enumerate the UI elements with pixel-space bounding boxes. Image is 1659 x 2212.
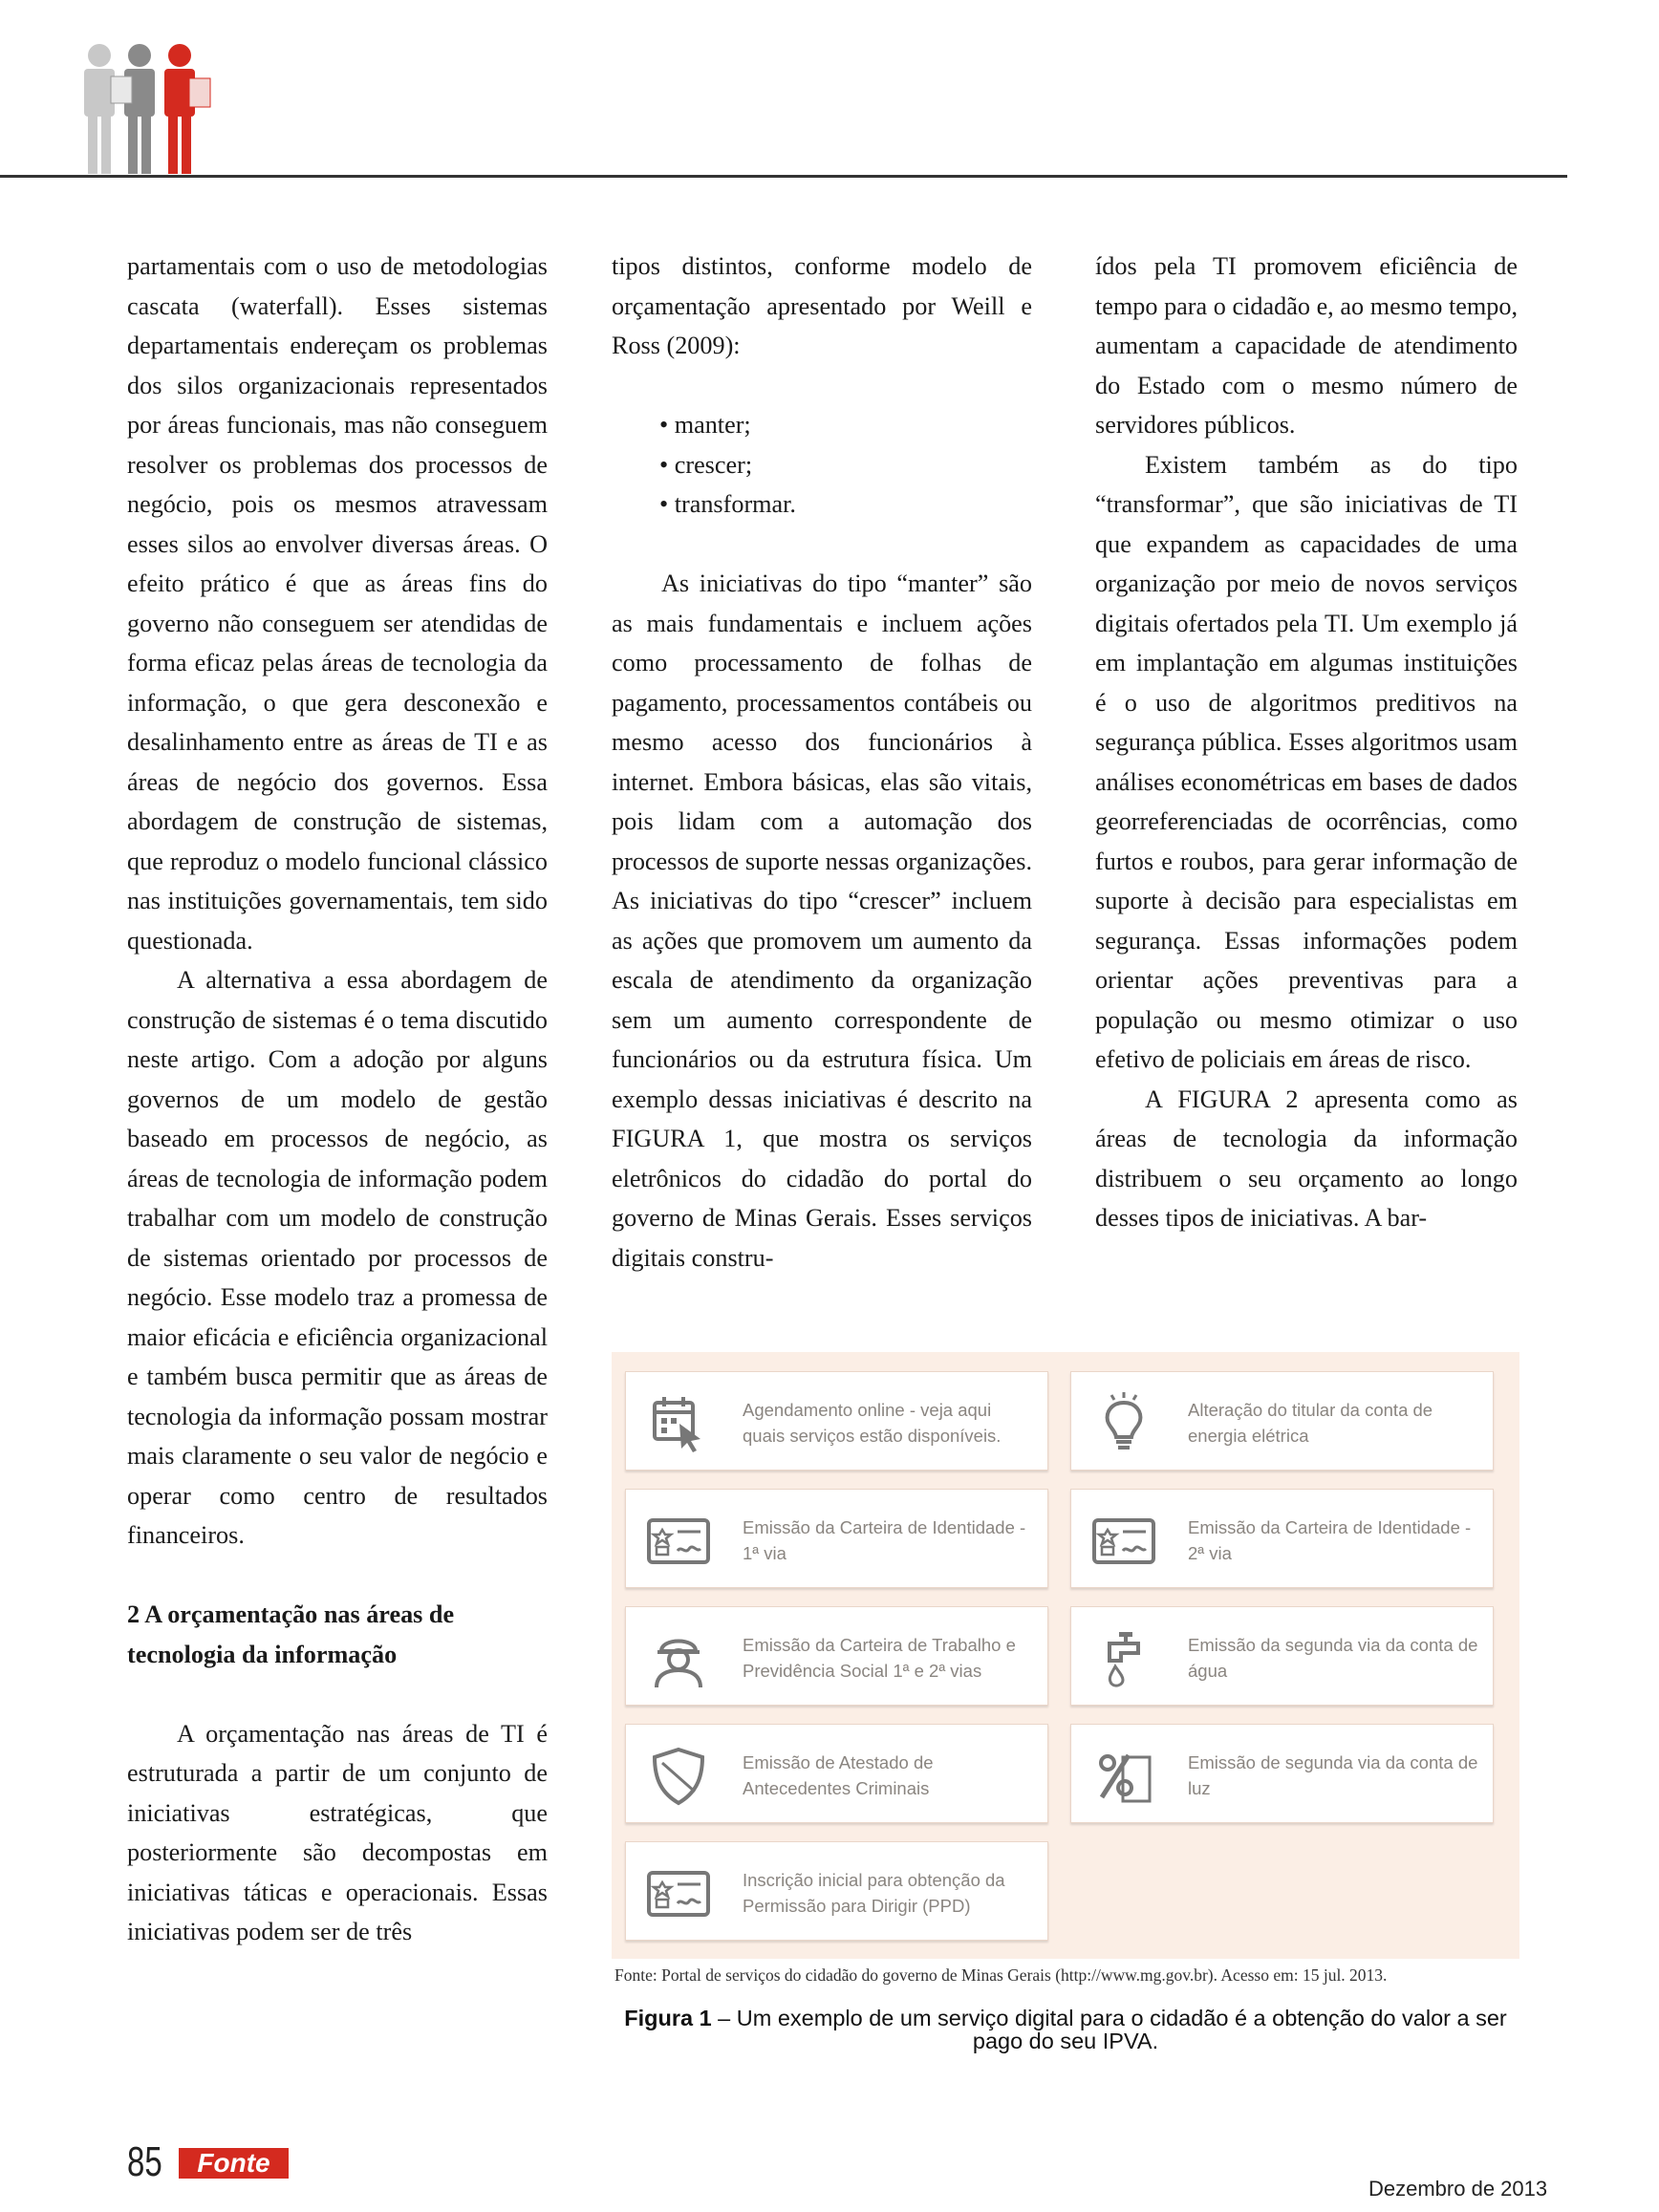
- magazine-brand-logo: Fonte: [179, 2148, 289, 2179]
- shield-icon: [645, 1742, 712, 1809]
- lightbulb-icon: [1090, 1389, 1157, 1456]
- list-item: • crescer;: [659, 445, 1032, 485]
- id-card-icon: [645, 1507, 712, 1574]
- service-label: Emissão de Atestado de Antecedentes Criminais: [743, 1752, 934, 1798]
- figure-caption-text: – Um exemplo de um serviço digital para o cidadão é a obtenção do valor a ser pago do seu IPVA.: [711, 2006, 1507, 2053]
- service-label: Inscrição inicial para obtenção da Permissão para Dirigir (PPD): [743, 1870, 1005, 1916]
- paragraph: Existem também as do tipo “transformar”, que são iniciativas de TI que expandem as capacidades de uma organização por meio de novos serviços digitais ofertados pela TI. Um exemplo já em implantação em algumas instituições é o uso de algoritmos preditivos na segurança pública. Esses algoritmos usam análises econométricas em bases de dados georreferenciadas de ocorrências, como furtos e roubos, para gerar informação de suporte à decisão para especialistas em segurança. Essas informações podem orientar ações preventivas para a população ou mesmo otimizar o uso efetivo de policiais em áreas de risco.: [1095, 450, 1518, 1073]
- calendar-click-icon: [645, 1389, 712, 1456]
- service-label: Emissão de segunda via da conta de luz: [1188, 1752, 1478, 1798]
- service-label: Emissão da Carteira de Identidade - 2ª via: [1188, 1517, 1472, 1563]
- paragraph: As iniciativas do tipo “manter” são as mais fundamentais e incluem ações como processamento de folhas de pagamento, processamentos contábeis ou mesmo acesso dos funcionários à internet. Embora básicas, elas são vitais, pois lidam com a automação dos processos de suporte nessas organizações. As iniciativas do tipo “crescer” incluem as ações que promovem um aumento da escala de atendimento da organização sem um aumento correspondente de funcionários ou da estrutura física. Um exemplo dessas iniciativas é descrito na FIGURA 1, que mostra os serviços eletrônicos do cidadão do portal do governo de Minas Gerais. Esses serviços digitais constru-: [612, 569, 1032, 1272]
- service-card[interactable]: [625, 1489, 1048, 1588]
- service-label: Emissão da Carteira de Identidade - 1ª via: [743, 1517, 1026, 1563]
- service-card[interactable]: [1070, 1371, 1494, 1471]
- service-card[interactable]: [625, 1606, 1048, 1706]
- water-faucet-icon: [1090, 1624, 1157, 1691]
- paragraph: tipos distintos, conforme modelo de orçamentação apresentado por Weill e Ross (2009):: [612, 252, 1032, 359]
- issue-date: Dezembro de 2013: [1368, 2177, 1548, 2201]
- paragraph: A orçamentação nas áreas de TI é estruturada a partir de um conjunto de iniciativas estratégicas, que posteriormente são decompostas em iniciativas táticas e operacionais. Essas iniciativas podem ser de três: [127, 1719, 548, 1945]
- text-column-3: [1095, 247, 1518, 1238]
- header-rule: [0, 175, 1567, 178]
- bullet-list: [612, 405, 1032, 525]
- paragraph: partamentais com o uso de metodologias cascata (waterfall). Esses sistemas departamentais endereçam os problemas dos silos organizacionais representados por áreas funcionais, mas não conseguem resolver os problemas dos processos de negócio, pois os mesmos atravessam esses silos ao envolver diversas áreas. O efeito prático é que as áreas fins do governo não conseguem ser atendidas de forma eficaz pelas áreas de tecnologia da informação, o que gera desconexão e desalinhamento entre as áreas de TI e as áreas de negócio dos governos. Essa abordagem de construção de sistemas, que reproduz o modelo funcional clássico nas instituições governamentais, tem sido questionada.: [127, 252, 548, 955]
- figure-source: Fonte: Portal de serviços do cidadão do governo de Minas Gerais (http://www.mg.gov.br). Acesso em: 15 jul. 2013.: [614, 1965, 1388, 1985]
- id-card-icon: [1090, 1507, 1157, 1574]
- paragraph: ídos pela TI promovem eficiência de tempo para o cidadão e, ao mesmo tempo, aumentam a capacidade de atendimento do Estado com o mesmo número de servidores públicos.: [1095, 252, 1518, 439]
- service-card[interactable]: [1070, 1724, 1494, 1823]
- figure-caption: [612, 2007, 1519, 2052]
- service-label: Alteração do titular da conta de energia elétrica: [1188, 1400, 1433, 1446]
- worker-helmet-icon: [645, 1624, 712, 1691]
- service-card[interactable]: [1070, 1489, 1494, 1588]
- service-label: Emissão da Carteira de Trabalho e Previdência Social 1ª e 2ª vias: [743, 1635, 1016, 1681]
- text-column-1: [127, 247, 548, 1952]
- service-card[interactable]: [625, 1371, 1048, 1471]
- service-card[interactable]: [1070, 1606, 1494, 1706]
- service-card[interactable]: [625, 1724, 1048, 1823]
- paragraph: A alternativa a essa abordagem de construção de sistemas é o tema discutido neste artigo. Com a adoção por alguns governos de um modelo de gestão baseado em processos de negócio, as áreas de tecnologia de informação podem trabalhar com um modelo de construção de sistemas orientado por processos de negócio. Esse modelo traz a promessa de maior eficácia e eficiência organizacional e também busca permitir que as áreas de tecnologia da informação possam mostrar mais claramente o seu valor de negócio e operar como centro de resultados financeiros.: [127, 966, 548, 1549]
- id-card-icon: [645, 1859, 712, 1926]
- list-item: • manter;: [659, 405, 1032, 445]
- section-heading: 2 A orçamentação nas áreas de tecnologia da informação: [127, 1600, 455, 1668]
- service-label: Agendamento online - veja aqui quais serviços estão disponíveis.: [743, 1400, 1002, 1446]
- people-logo-icon: [76, 38, 220, 177]
- service-label: Emissão da segunda via da conta de água: [1188, 1635, 1478, 1681]
- text-column-2: [612, 247, 1032, 1278]
- figure-services-portal: [612, 1352, 1519, 1959]
- page-number: 85: [127, 2138, 162, 2185]
- service-card[interactable]: [625, 1841, 1048, 1941]
- figure-caption-label: Figura 1: [624, 2006, 712, 2030]
- list-item: • transformar.: [659, 484, 1032, 525]
- paragraph: A FIGURA 2 apresenta como as áreas de tecnologia da informação distribuem o seu orçamento ao longo desses tipos de iniciativas. A bar-: [1095, 1085, 1518, 1232]
- percent-bill-icon: [1090, 1742, 1157, 1809]
